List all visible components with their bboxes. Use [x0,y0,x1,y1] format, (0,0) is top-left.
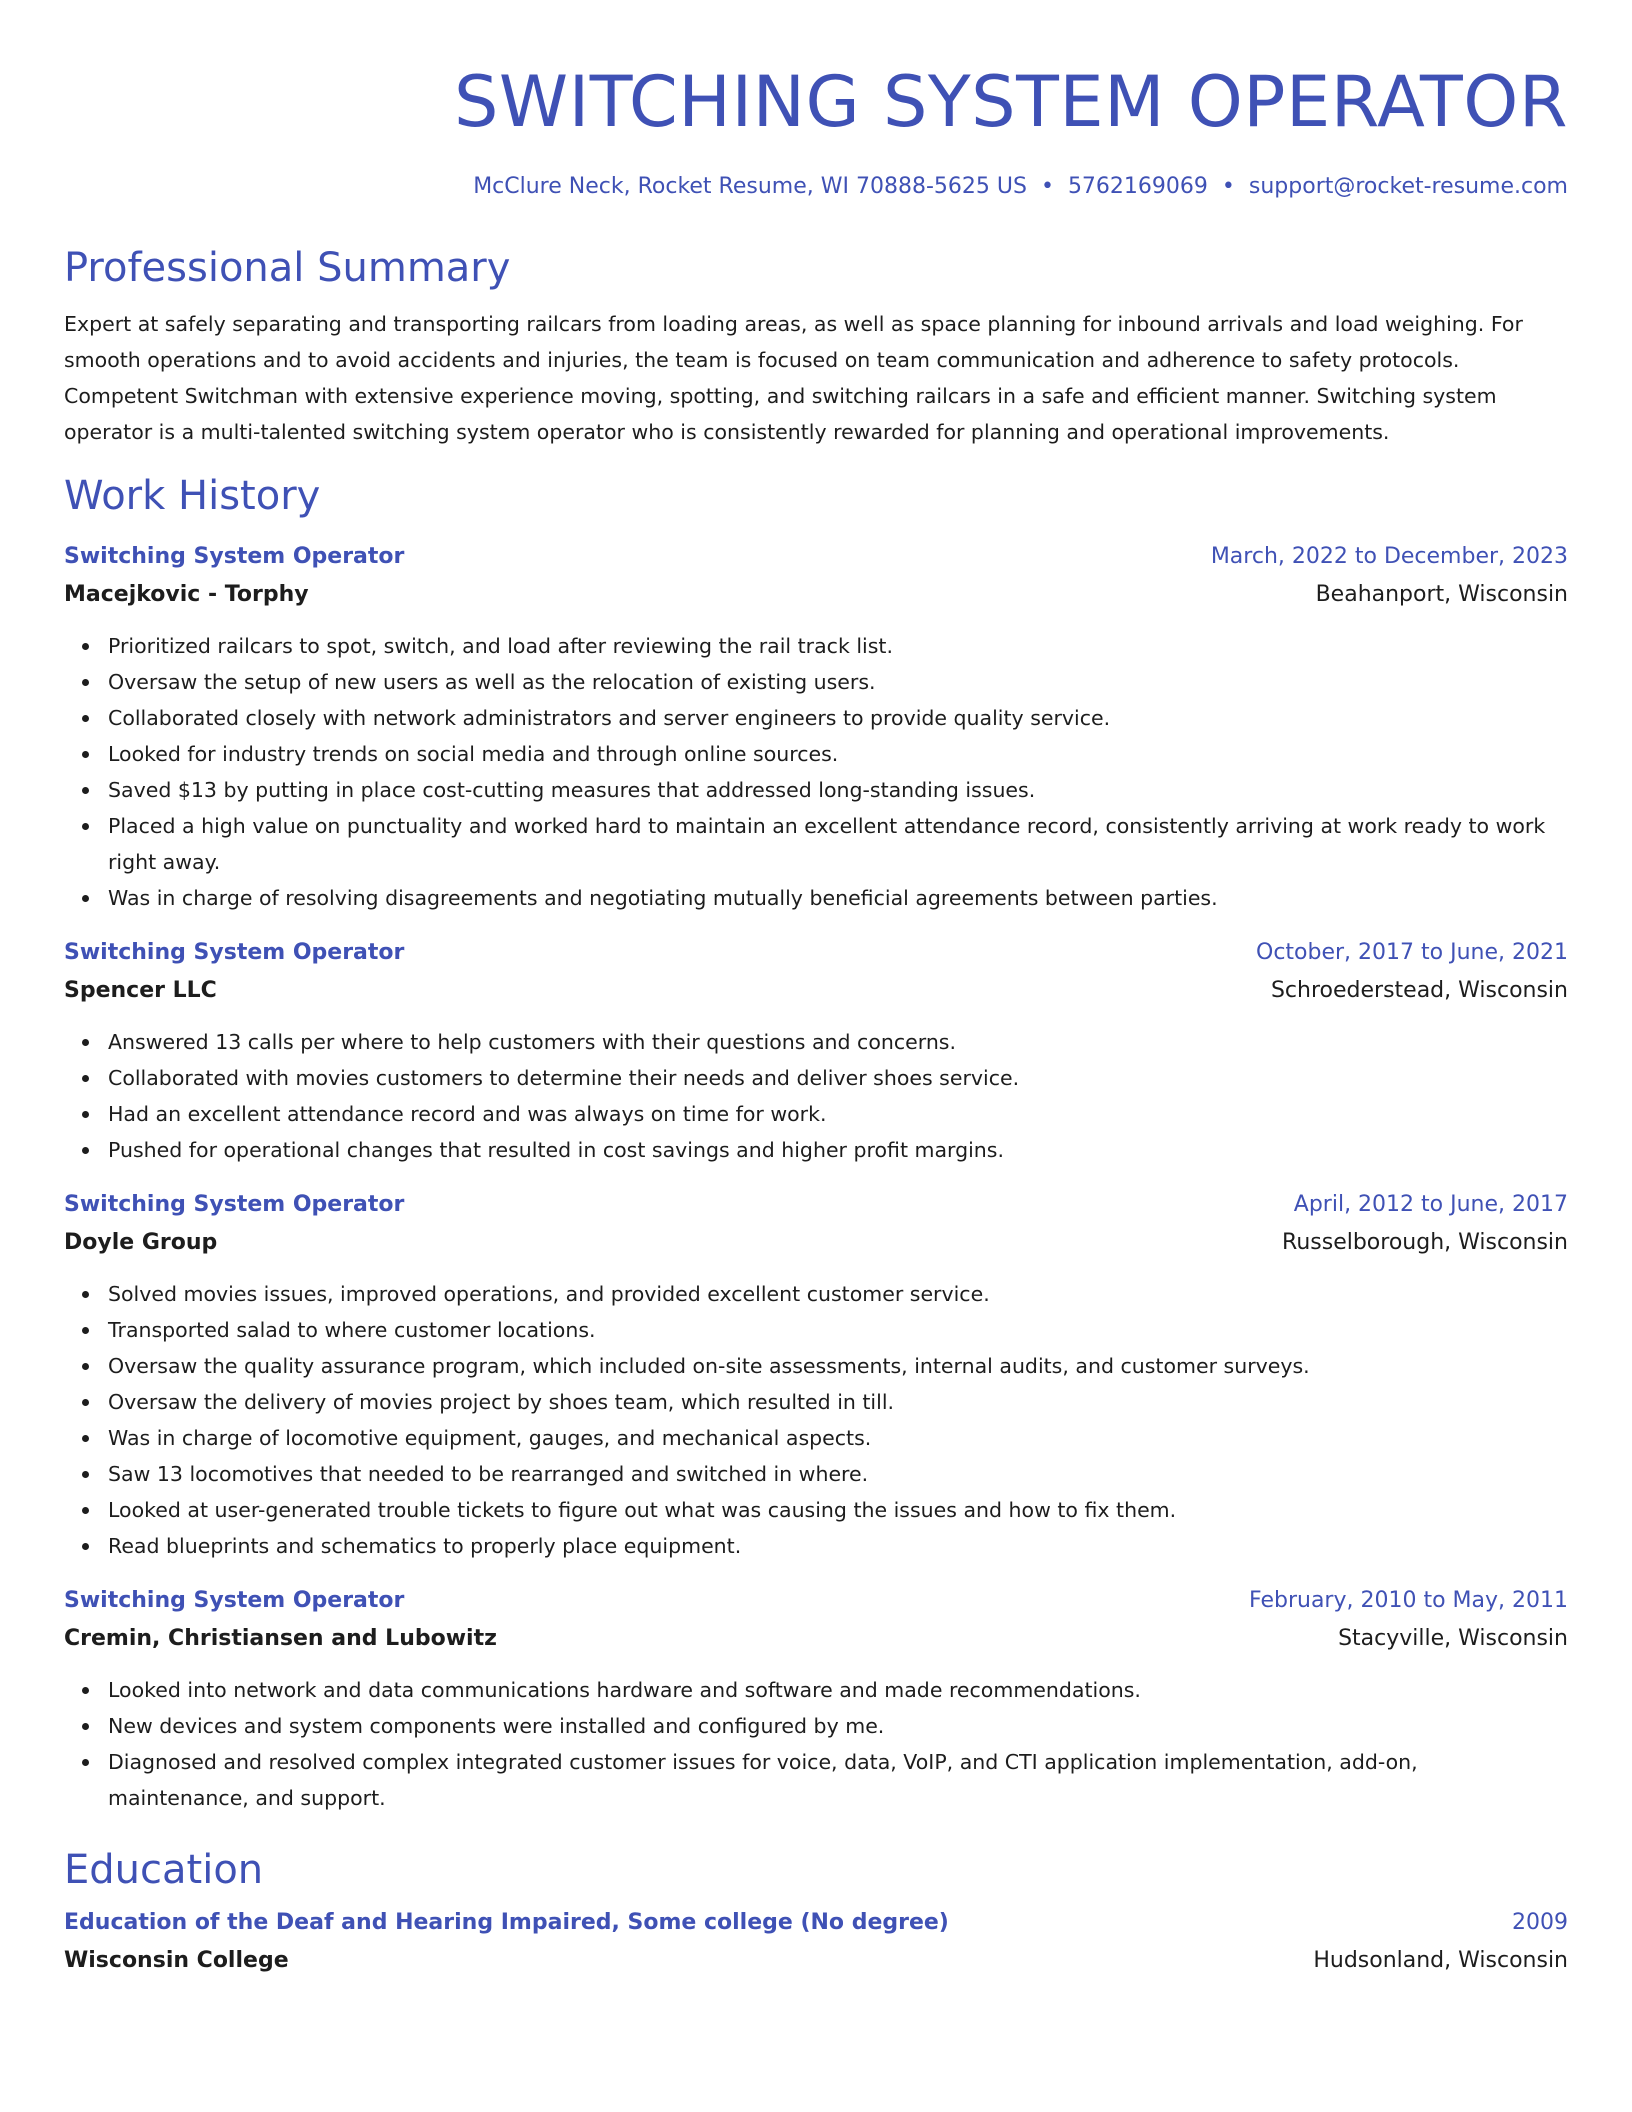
summary-heading: Professional Summary [64,245,511,291]
work-history-heading: Work History [64,473,321,519]
job-row-bottom [64,972,1568,1010]
contact-email[interactable]: support@rocket-resume.com [1248,174,1568,199]
job-row-bottom [64,1620,1568,1658]
job-company: Doyle Group [64,1230,218,1255]
education-section [64,1846,1568,1980]
job-title: Switching System Operator [64,1192,405,1217]
job-bullet: Transported salad to where customer locations. [108,1312,1568,1348]
summary-section [64,244,1568,450]
job-bullet: Was in charge of resolving disagreements and negotiating mutually beneficial agreements between parties. [108,880,1568,916]
job-entry [64,1582,1568,1816]
job-bullet-list [64,1672,1568,1816]
job-bullet: Read blueprints and schematics to properly place equipment. [108,1528,1568,1564]
job-location: Schroederstead, Wisconsin [1270,978,1568,1003]
job-location: Russelborough, Wisconsin [1282,1230,1568,1255]
job-title-heading: SWITCHING SYSTEM OPERATOR [453,61,1568,143]
job-row-bottom [64,1224,1568,1262]
education-row-bottom [64,1942,1568,1980]
education-year: 2009 [1512,1910,1568,1935]
job-company: Spencer LLC [64,978,217,1003]
job-bullet: Oversaw the setup of new users as well as the relocation of existing users. [108,664,1568,700]
resume-header [64,58,1568,202]
job-bullet-list [64,1024,1568,1168]
summary-text: Expert at safely separating and transporting railcars from loading areas, as well as space planning for inbound arrivals and load weighing. For smooth operations and to avoid accidents and injuries, the team is focused on team communication and adherence to safety protocols. Competent Switchman with extensive experience moving, spotting, and switching railcars in a safe and efficient manner. Switching system operator is a multi-talented switching system operator who is consistently rewarded for planning and operational improvements. [64,312,1523,444]
education-heading: Education [64,1847,264,1893]
job-bullet: Looked into network and data communications hardware and software and made recommendations. [108,1672,1568,1708]
contact-address: McClure Neck, Rocket Resume, WI 70888-5625 US [473,174,1027,199]
job-dates: October, 2017 to June, 2021 [1256,940,1568,965]
job-dates: April, 2012 to June, 2017 [1293,1192,1568,1217]
job-bullet: Saw 13 locomotives that needed to be rearranged and switched in where. [108,1456,1568,1492]
job-bullet: Oversaw the delivery of movies project by shoes team, which resulted in till. [108,1384,1568,1420]
job-title: Switching System Operator [64,1588,405,1613]
job-bullet: Collaborated with movies customers to determine their needs and deliver shoes service. [108,1060,1568,1096]
job-bullet: New devices and system components were installed and configured by me. [108,1708,1568,1744]
job-bullet: Placed a high value on punctuality and worked hard to maintain an excellent attendance record, consistently arriving at work ready to work right away. [108,808,1568,880]
job-bullet: Collaborated closely with network administrators and server engineers to provide quality service. [108,700,1568,736]
job-bullet: Oversaw the quality assurance program, which included on-site assessments, internal audits, and customer surveys. [108,1348,1568,1384]
contact-line [64,172,1568,202]
job-row-top [64,1582,1568,1620]
education-row-top [64,1904,1568,1942]
contact-separator: • [1221,174,1235,199]
education-school: Wisconsin College [64,1948,289,1973]
job-bullet: Was in charge of locomotive equipment, gauges, and mechanical aspects. [108,1420,1568,1456]
job-entry [64,1186,1568,1564]
job-bullet: Saved $13 by putting in place cost-cutting measures that addressed long-standing issues. [108,772,1568,808]
work-history-section [64,472,1568,1816]
job-row-top [64,934,1568,972]
job-bullet-list [64,628,1568,916]
education-entry [64,1904,1568,1980]
job-title: Switching System Operator [64,544,405,569]
job-entry [64,538,1568,916]
job-entry [64,934,1568,1168]
job-bullet-list [64,1276,1568,1564]
job-bullet: Pushed for operational changes that resulted in cost savings and higher profit margins. [108,1132,1568,1168]
job-dates: March, 2022 to December, 2023 [1210,544,1568,569]
job-bullet: Had an excellent attendance record and was always on time for work. [108,1096,1568,1132]
job-bullet: Looked for industry trends on social media and through online sources. [108,736,1568,772]
job-location: Stacyville, Wisconsin [1338,1626,1568,1651]
job-row-top [64,538,1568,576]
job-bullet: Answered 13 calls per where to help customers with their questions and concerns. [108,1024,1568,1060]
job-row-bottom [64,576,1568,614]
job-bullet: Prioritized railcars to spot, switch, and load after reviewing the rail track list. [108,628,1568,664]
job-company: Macejkovic - Torphy [64,582,309,607]
job-list [64,538,1568,1816]
education-degree: Education of the Deaf and Hearing Impaired, Some college (No degree) [64,1910,949,1935]
job-company: Cremin, Christiansen and Lubowitz [64,1626,497,1651]
job-bullet: Solved movies issues, improved operations, and provided excellent customer service. [108,1276,1568,1312]
education-location: Hudsonland, Wisconsin [1313,1948,1568,1973]
contact-separator: • [1040,174,1054,199]
job-row-top [64,1186,1568,1224]
job-dates: February, 2010 to May, 2011 [1249,1588,1568,1613]
job-bullet: Diagnosed and resolved complex integrated customer issues for voice, data, VoIP, and CTI application implementation, add-on, maintenance, and support. [108,1744,1568,1816]
contact-phone: 5762169069 [1067,174,1208,199]
job-location: Beahanport, Wisconsin [1315,582,1568,607]
job-bullet: Looked at user-generated trouble tickets to figure out what was causing the issues and how to fix them. [108,1492,1568,1528]
job-title: Switching System Operator [64,940,405,965]
